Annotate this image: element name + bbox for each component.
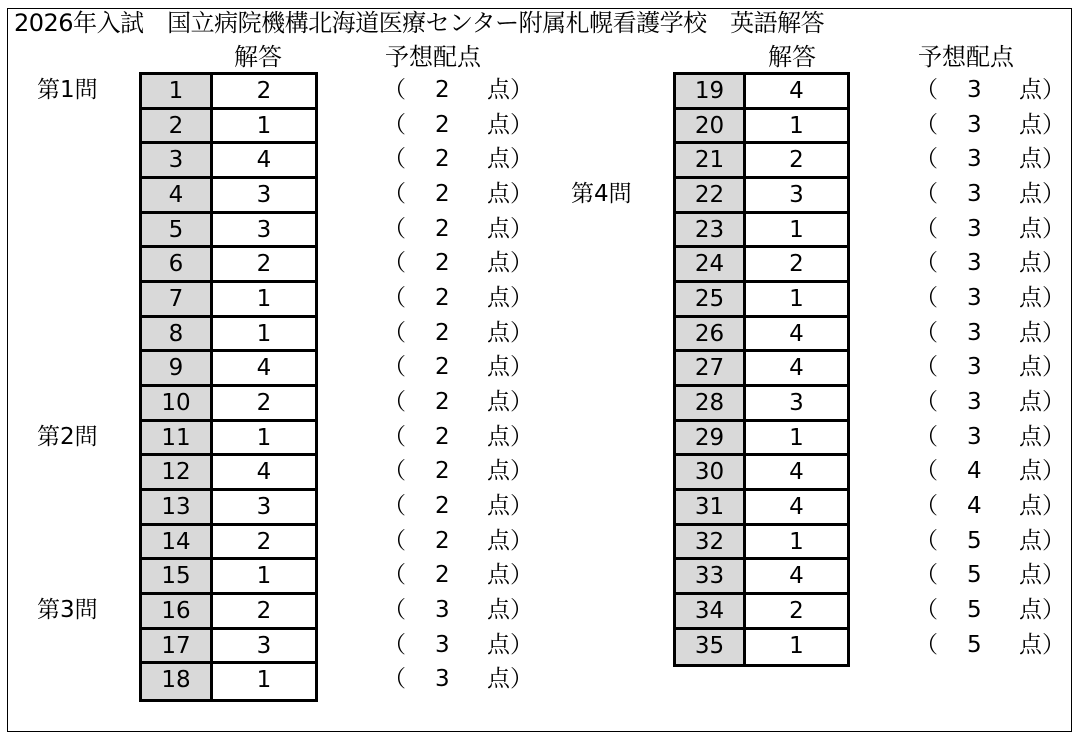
table-row bbox=[142, 144, 315, 179]
question-number: 32 bbox=[676, 526, 746, 558]
score-value: 3 bbox=[967, 389, 982, 416]
score-value: 2 bbox=[435, 354, 450, 381]
table-row bbox=[142, 387, 315, 422]
answer-value: 4 bbox=[789, 493, 804, 520]
paren-open: （ bbox=[383, 250, 406, 277]
paren-open: （ bbox=[383, 285, 406, 312]
score-unit: 点） bbox=[487, 77, 533, 103]
paren-open: （ bbox=[383, 562, 406, 589]
answer-value: 4 bbox=[789, 563, 804, 590]
paren-open: （ bbox=[915, 423, 938, 450]
answer-value: 1 bbox=[256, 320, 272, 347]
question-number: 22 bbox=[676, 179, 746, 211]
question-number: 1 bbox=[142, 75, 213, 107]
paren-open: （ bbox=[383, 389, 406, 416]
answer-value: 4 bbox=[256, 459, 272, 486]
question-number: 13 bbox=[142, 491, 213, 523]
paren-open: （ bbox=[383, 146, 406, 173]
table-row bbox=[676, 595, 847, 630]
score-value: 2 bbox=[435, 181, 450, 207]
score-value: 3 bbox=[435, 631, 450, 658]
score-unit: 点） bbox=[487, 285, 533, 312]
answer-value: 2 bbox=[256, 251, 272, 278]
question-number: 34 bbox=[676, 595, 746, 627]
paren-open: （ bbox=[915, 354, 938, 381]
score-value: 2 bbox=[435, 250, 450, 277]
paren-open: （ bbox=[383, 111, 406, 138]
score-unit: 点） bbox=[1019, 319, 1065, 346]
score-unit: 点） bbox=[1019, 631, 1065, 658]
table-row bbox=[142, 179, 315, 214]
paren-open: （ bbox=[915, 597, 938, 624]
question-number: 9 bbox=[142, 352, 213, 384]
question-number: 14 bbox=[142, 526, 213, 558]
score-value: 5 bbox=[967, 631, 982, 658]
score-value: 3 bbox=[967, 146, 982, 173]
answer-value: 3 bbox=[789, 389, 804, 416]
score-unit: 点） bbox=[1019, 285, 1065, 312]
question-number: 12 bbox=[142, 456, 213, 488]
table-row bbox=[676, 75, 847, 110]
question-number: 10 bbox=[142, 387, 213, 419]
question-number: 21 bbox=[676, 144, 746, 176]
answer-value: 1 bbox=[789, 216, 804, 243]
paren-open: （ bbox=[915, 527, 938, 554]
paren-open: （ bbox=[915, 111, 938, 138]
score-header-left: 予想配点 bbox=[385, 43, 481, 71]
section-label: 第3問 bbox=[37, 597, 98, 624]
paren-open: （ bbox=[915, 458, 938, 485]
answer-value: 1 bbox=[789, 528, 804, 555]
table-row bbox=[676, 144, 847, 179]
score-unit: 点） bbox=[487, 666, 533, 693]
score-value: 5 bbox=[967, 562, 982, 589]
question-number: 25 bbox=[676, 283, 746, 315]
score-value: 2 bbox=[435, 562, 450, 589]
score-value: 2 bbox=[435, 527, 450, 554]
paren-open: （ bbox=[915, 319, 938, 346]
score-unit: 点） bbox=[1019, 77, 1065, 103]
answer-value: 4 bbox=[789, 459, 804, 486]
answer-value: 2 bbox=[789, 597, 804, 624]
question-number: 11 bbox=[142, 422, 213, 454]
answer-value: 1 bbox=[256, 285, 272, 312]
question-number: 8 bbox=[142, 318, 213, 350]
paren-open: （ bbox=[383, 354, 406, 381]
question-number: 29 bbox=[676, 422, 746, 454]
score-value: 3 bbox=[967, 215, 982, 242]
score-value: 2 bbox=[435, 458, 450, 485]
score-unit: 点） bbox=[487, 215, 533, 242]
score-unit: 点） bbox=[1019, 597, 1065, 624]
question-number: 16 bbox=[142, 595, 213, 627]
question-number: 17 bbox=[142, 630, 213, 662]
answer-value: 2 bbox=[256, 597, 272, 624]
paren-open: （ bbox=[383, 423, 406, 450]
score-value: 2 bbox=[435, 389, 450, 416]
table-row bbox=[142, 526, 315, 561]
table-row bbox=[676, 214, 847, 249]
table-row bbox=[676, 560, 847, 595]
score-unit: 点） bbox=[487, 562, 533, 589]
score-value: 3 bbox=[435, 597, 450, 624]
score-value: 2 bbox=[435, 493, 450, 520]
answer-value: 3 bbox=[256, 632, 272, 659]
table-row bbox=[142, 491, 315, 526]
score-unit: 点） bbox=[487, 250, 533, 277]
paren-open: （ bbox=[915, 250, 938, 277]
score-value: 3 bbox=[967, 423, 982, 450]
paren-open: （ bbox=[383, 215, 406, 242]
answer-value: 1 bbox=[789, 112, 804, 139]
paren-open: （ bbox=[915, 181, 938, 207]
table-row bbox=[142, 630, 315, 665]
table-row bbox=[142, 283, 315, 318]
score-value: 3 bbox=[967, 319, 982, 346]
score-value: 5 bbox=[967, 527, 982, 554]
paren-open: （ bbox=[915, 285, 938, 312]
paren-open: （ bbox=[383, 666, 406, 693]
answer-table-left bbox=[139, 72, 318, 702]
score-value: 3 bbox=[967, 111, 982, 138]
table-row bbox=[142, 75, 315, 110]
answer-value: 3 bbox=[789, 181, 804, 208]
paren-open: （ bbox=[915, 562, 938, 589]
score-unit: 点） bbox=[487, 146, 533, 173]
score-unit: 点） bbox=[1019, 527, 1065, 554]
table-row bbox=[142, 422, 315, 457]
table-row bbox=[676, 179, 847, 214]
score-unit: 点） bbox=[1019, 181, 1065, 207]
table-row bbox=[676, 491, 847, 526]
paren-open: （ bbox=[915, 389, 938, 416]
table-row bbox=[142, 352, 315, 387]
score-unit: 点） bbox=[487, 493, 533, 520]
score-value: 4 bbox=[967, 493, 982, 520]
score-value: 2 bbox=[435, 215, 450, 242]
table-row bbox=[142, 456, 315, 491]
paren-open: （ bbox=[915, 493, 938, 520]
question-number: 20 bbox=[676, 110, 746, 142]
score-unit: 点） bbox=[1019, 562, 1065, 589]
answer-value: 2 bbox=[789, 251, 804, 278]
paren-open: （ bbox=[383, 493, 406, 520]
score-value: 2 bbox=[435, 111, 450, 138]
question-number: 3 bbox=[142, 144, 213, 176]
answer-value: 1 bbox=[789, 285, 804, 312]
paren-open: （ bbox=[383, 458, 406, 485]
score-value: 3 bbox=[967, 354, 982, 381]
paren-open: （ bbox=[383, 527, 406, 554]
score-unit: 点） bbox=[1019, 493, 1065, 520]
table-row bbox=[676, 283, 847, 318]
page-title: 2026年入試 国立病院機構北海道医療センター附属札幌看護学校 英語解答 bbox=[14, 9, 825, 37]
score-unit: 点） bbox=[1019, 250, 1065, 277]
score-header-right: 予想配点 bbox=[918, 43, 1014, 71]
answer-table-right bbox=[673, 72, 850, 667]
score-unit: 点） bbox=[1019, 111, 1065, 138]
section-label: 第4問 bbox=[571, 181, 632, 207]
question-number: 27 bbox=[676, 352, 746, 384]
table-row bbox=[142, 214, 315, 249]
paren-open: （ bbox=[383, 319, 406, 346]
table-row bbox=[142, 595, 315, 630]
answer-value: 3 bbox=[256, 181, 272, 208]
answer-header-right: 解答 bbox=[768, 43, 816, 71]
table-row bbox=[676, 422, 847, 457]
score-value: 5 bbox=[967, 597, 982, 624]
score-unit: 点） bbox=[487, 319, 533, 346]
table-row bbox=[676, 110, 847, 145]
answer-value: 1 bbox=[256, 112, 272, 139]
answer-value: 3 bbox=[256, 216, 272, 243]
score-unit: 点） bbox=[487, 181, 533, 207]
table-row bbox=[676, 387, 847, 422]
score-unit: 点） bbox=[487, 423, 533, 450]
answer-value: 2 bbox=[789, 147, 804, 174]
score-unit: 点） bbox=[487, 527, 533, 554]
paren-open: （ bbox=[915, 215, 938, 242]
paren-open: （ bbox=[383, 77, 406, 103]
answer-value: 1 bbox=[256, 424, 272, 451]
answer-header-left: 解答 bbox=[234, 43, 282, 71]
table-row bbox=[676, 526, 847, 561]
table-row bbox=[676, 630, 847, 665]
question-number: 35 bbox=[676, 630, 746, 665]
question-number: 7 bbox=[142, 283, 213, 315]
score-value: 3 bbox=[435, 666, 450, 693]
score-unit: 点） bbox=[487, 631, 533, 658]
score-value: 3 bbox=[967, 77, 982, 103]
score-unit: 点） bbox=[1019, 354, 1065, 381]
score-unit: 点） bbox=[1019, 146, 1065, 173]
answer-value: 2 bbox=[256, 78, 272, 104]
score-value: 3 bbox=[967, 181, 982, 207]
score-value: 2 bbox=[435, 423, 450, 450]
question-number: 26 bbox=[676, 318, 746, 350]
question-number: 23 bbox=[676, 214, 746, 246]
score-unit: 点） bbox=[487, 354, 533, 381]
table-row bbox=[676, 352, 847, 387]
paren-open: （ bbox=[915, 631, 938, 658]
answer-value: 4 bbox=[789, 320, 804, 347]
question-number: 28 bbox=[676, 387, 746, 419]
score-value: 3 bbox=[967, 250, 982, 277]
table-row bbox=[676, 248, 847, 283]
question-number: 24 bbox=[676, 248, 746, 280]
table-row bbox=[676, 318, 847, 353]
paren-open: （ bbox=[383, 597, 406, 624]
table-row bbox=[142, 560, 315, 595]
answer-value: 4 bbox=[789, 355, 804, 382]
table-row bbox=[676, 456, 847, 491]
answer-value: 3 bbox=[256, 493, 272, 520]
score-value: 4 bbox=[967, 458, 982, 485]
question-number: 33 bbox=[676, 560, 746, 592]
table-row bbox=[142, 248, 315, 283]
table-row bbox=[142, 110, 315, 145]
question-number: 5 bbox=[142, 214, 213, 246]
section-label: 第2問 bbox=[37, 423, 98, 450]
score-value: 2 bbox=[435, 285, 450, 312]
score-unit: 点） bbox=[487, 458, 533, 485]
score-unit: 点） bbox=[1019, 423, 1065, 450]
answer-value: 1 bbox=[256, 563, 272, 590]
score-unit: 点） bbox=[1019, 215, 1065, 242]
score-unit: 点） bbox=[487, 389, 533, 416]
question-number: 19 bbox=[676, 75, 746, 107]
table-row bbox=[142, 664, 315, 699]
answer-value: 1 bbox=[789, 632, 804, 659]
answer-value: 2 bbox=[256, 389, 272, 416]
answer-value: 4 bbox=[789, 78, 804, 104]
score-unit: 点） bbox=[1019, 389, 1065, 416]
answer-value: 4 bbox=[256, 355, 272, 382]
score-unit: 点） bbox=[487, 111, 533, 138]
paren-open: （ bbox=[915, 77, 938, 103]
paren-open: （ bbox=[915, 146, 938, 173]
score-unit: 点） bbox=[1019, 458, 1065, 485]
score-unit: 点） bbox=[487, 597, 533, 624]
paren-open: （ bbox=[383, 181, 406, 207]
answer-value: 1 bbox=[256, 667, 272, 694]
paren-open: （ bbox=[383, 631, 406, 658]
question-number: 2 bbox=[142, 110, 213, 142]
question-number: 30 bbox=[676, 456, 746, 488]
question-number: 31 bbox=[676, 491, 746, 523]
question-number: 15 bbox=[142, 560, 213, 592]
question-number: 6 bbox=[142, 248, 213, 280]
table-row bbox=[142, 318, 315, 353]
score-value: 2 bbox=[435, 146, 450, 173]
score-value: 2 bbox=[435, 77, 450, 103]
answer-value: 4 bbox=[256, 147, 272, 174]
score-value: 3 bbox=[967, 285, 982, 312]
answer-value: 2 bbox=[256, 528, 272, 555]
question-number: 18 bbox=[142, 664, 213, 699]
score-value: 2 bbox=[435, 319, 450, 346]
section-label: 第1問 bbox=[37, 77, 98, 103]
answer-value: 1 bbox=[789, 424, 804, 451]
question-number: 4 bbox=[142, 179, 213, 211]
